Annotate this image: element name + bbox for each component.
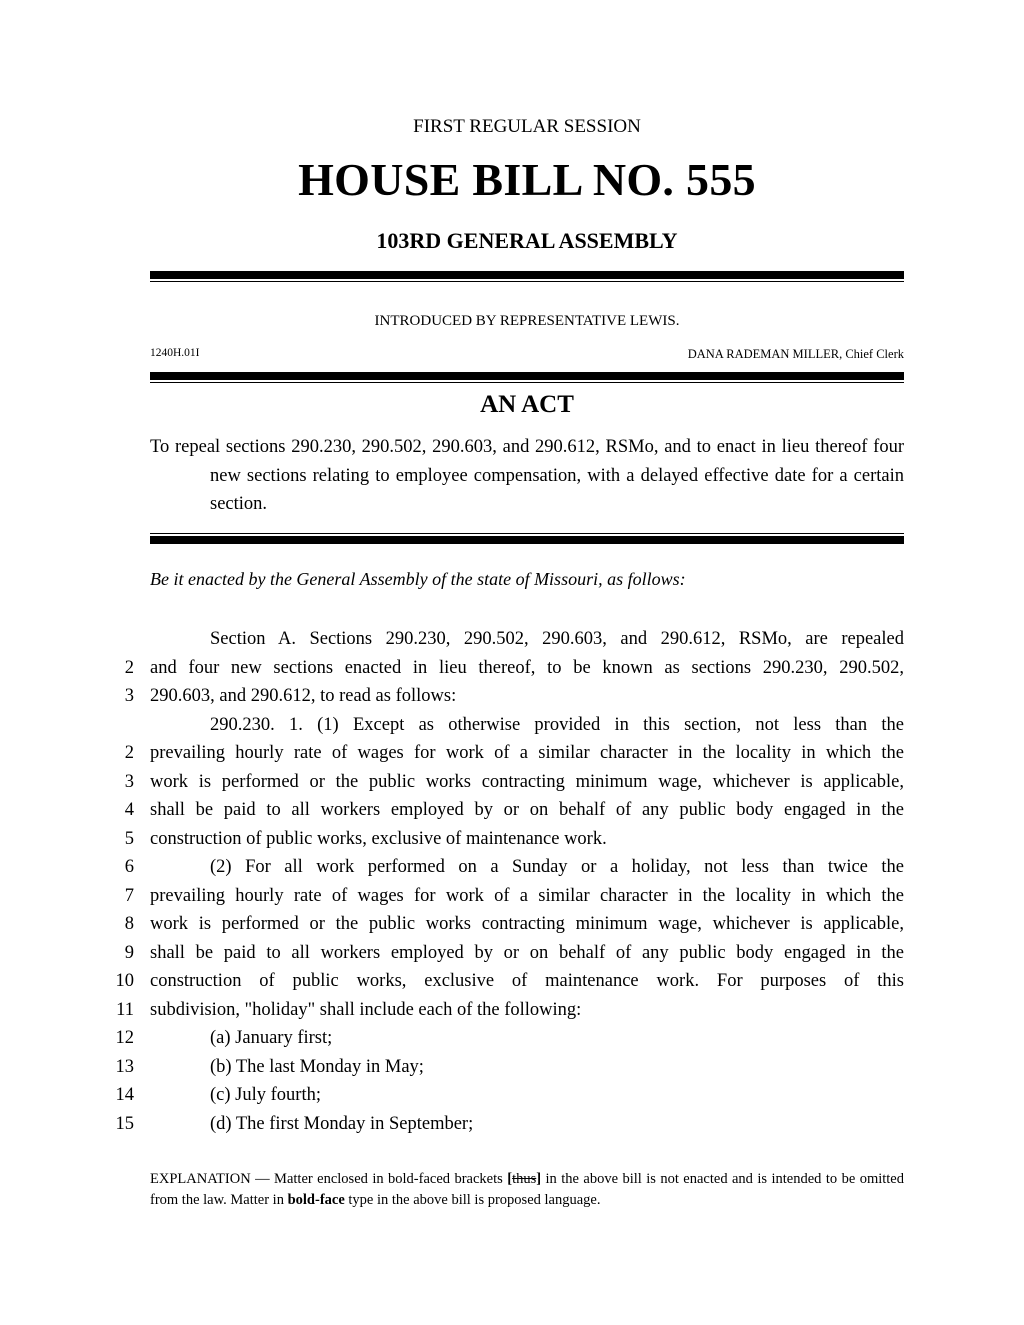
body-line: (b) The last Monday in May; <box>210 1057 424 1077</box>
body-line: construction of public works, exclusive of maintenance work. For purposes of this <box>150 971 904 991</box>
act-title: To repeal sections 290.230, 290.502, 290.603, and 290.612, RSMo, and to enact in lieu thereof four new sections relating to employee compensation, with a delayed effective date for a certain section. <box>150 437 904 514</box>
line-number: 2 <box>124 743 134 763</box>
body-line: (a) January first; <box>210 1028 333 1048</box>
session-label: FIRST REGULAR SESSION <box>413 116 641 137</box>
body-line: and four new sections enacted in lieu thereof, to be known as sections 290.230, 290.502, <box>150 658 904 678</box>
explanation-footnote <box>150 1169 904 1211</box>
line-number: 8 <box>124 914 134 934</box>
body-line: work is performed or the public works contracting minimum wage, whichever is applicable, <box>150 772 904 792</box>
header-rule-thin <box>150 281 904 282</box>
line-number: 7 <box>124 886 134 906</box>
body-line: (2) For all work performed on a Sunday or a holiday, not less than twice the <box>210 857 904 877</box>
body-line: prevailing hourly rate of wages for work of a similar character in the locality in which the <box>150 743 904 763</box>
introduced-by: INTRODUCED BY REPRESENTATIVE LEWIS. <box>374 313 680 329</box>
bill-number-title: HOUSE BILL NO. 555 <box>298 154 756 205</box>
line-number: 10 <box>115 971 134 991</box>
act-rule-thin <box>150 382 904 383</box>
line-number: 12 <box>115 1028 134 1048</box>
line-number: 4 <box>124 800 134 820</box>
body-line: (d) The first Monday in September; <box>210 1114 474 1134</box>
line-number: 11 <box>116 1000 134 1020</box>
line-number: 5 <box>124 829 134 849</box>
body-line: 290.603, and 290.612, to read as follows: <box>150 686 457 706</box>
assembly-label: 103RD GENERAL ASSEMBLY <box>376 228 678 253</box>
enacting-clause: Be it enacted by the General Assembly of the state of Missouri, as follows: <box>150 569 686 589</box>
act-rule-thick <box>150 372 904 380</box>
body-line: subdivision, "holiday" shall include each of the following: <box>150 1000 582 1020</box>
explanation-text: in the above bill is not enacted and is intended to be omitted from the law. Matter in <box>150 1171 904 1208</box>
line-number: 3 <box>124 686 134 706</box>
struck-example: thus <box>512 1171 537 1187</box>
an-act-heading: AN ACT <box>480 391 574 418</box>
line-number: 13 <box>115 1057 134 1077</box>
lr-number: 1240H.01I <box>150 347 200 359</box>
body-line: shall be paid to all workers employed by or on behalf of any public body engaged in the <box>150 800 904 820</box>
body-line: construction of public works, exclusive of maintenance work. <box>150 829 607 849</box>
line-number: 3 <box>124 772 134 792</box>
body-line: shall be paid to all workers employed by or on behalf of any public body engaged in the <box>150 943 904 963</box>
line-number: 9 <box>124 943 134 963</box>
explanation-text: type in the above bill is proposed language. <box>344 1192 601 1208</box>
body-line: Section A. Sections 290.230, 290.502, 290.603, and 290.612, RSMo, are repealed <box>210 629 904 649</box>
header-rule-thick <box>150 271 904 279</box>
body-line: work is performed or the public works contracting minimum wage, whichever is applicable, <box>150 914 904 934</box>
line-number: 6 <box>124 857 134 877</box>
line-number: 2 <box>124 658 134 678</box>
chief-clerk: DANA RADEMAN MILLER, Chief Clerk <box>687 347 904 361</box>
explanation-text: EXPLANATION — Matter enclosed in bold-faced brackets <box>150 1171 508 1187</box>
line-number: 15 <box>115 1114 134 1134</box>
body-line: (c) July fourth; <box>210 1085 321 1105</box>
line-number: 14 <box>115 1085 134 1105</box>
body-line: 290.230. 1. (1) Except as otherwise provided in this section, not less than the <box>210 715 904 735</box>
title-rule-thick <box>150 536 904 544</box>
body-line: prevailing hourly rate of wages for work of a similar character in the locality in which the <box>150 886 904 906</box>
title-rule-thin <box>150 533 904 534</box>
bracket-close: ] <box>536 1171 542 1187</box>
bracket-open: [ <box>507 1171 513 1187</box>
bold-face-example: bold-face <box>287 1192 345 1208</box>
